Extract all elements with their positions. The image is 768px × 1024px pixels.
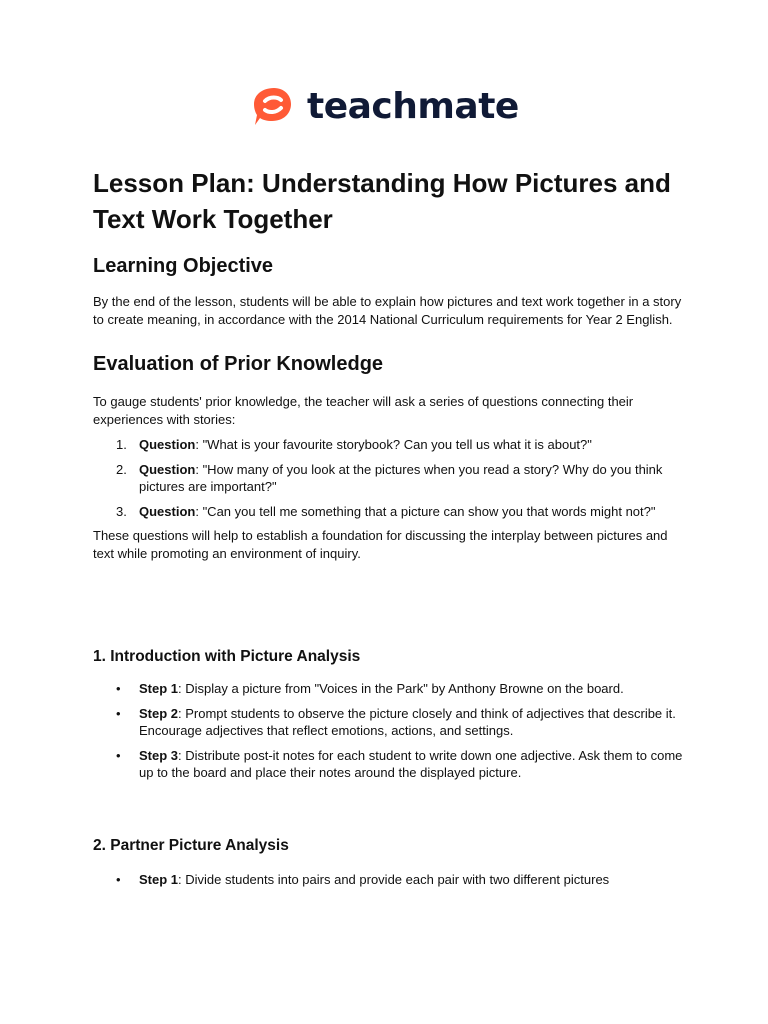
question-label: Question (139, 437, 196, 452)
step-label: Step 1 (139, 681, 179, 696)
bullet-icon: • (116, 748, 121, 763)
section-heading-introduction: 1. Introduction with Picture Analysis (93, 648, 361, 665)
step-text: : Distribute post-it notes for each student to write down one adjective. Ask them to come up to the board and place their notes around the displayed picture. (139, 748, 683, 780)
step-item (93, 705, 683, 739)
question-item (93, 461, 683, 495)
learning-objective-text: By the end of the lesson, students will be able to explain how pictures and text work together in a story to create meaning, in accordance with the 2014 National Curriculum requirements for Year 2 English. (93, 294, 682, 327)
step-item (93, 680, 683, 697)
bullet-icon: • (116, 872, 121, 887)
list-number: 3. (116, 504, 127, 519)
step-text: : Display a picture from "Voices in the Park" by Anthony Browne on the board. (178, 681, 624, 696)
question-text: : "What is your favourite storybook? Can you tell us what it is about?" (195, 437, 592, 452)
question-item (93, 436, 683, 453)
document-content (93, 165, 683, 896)
step-text: : Prompt students to observe the picture closely and think of adjectives that describe it. Encourage adjectives that reflect emotions, actions, and settings. (139, 706, 676, 738)
step-item (93, 871, 683, 888)
step-item (93, 747, 683, 781)
question-list (93, 436, 683, 520)
partner-steps (93, 871, 683, 888)
step-text: : Divide students into pairs and provide each pair with two different pictures (178, 872, 610, 887)
learning-objective-heading: Learning Objective (93, 255, 274, 277)
question-text: : "Can you tell me something that a picture can show you that words might not?" (195, 504, 656, 519)
step-label: Step 2 (139, 706, 179, 721)
prior-knowledge-intro: To gauge students' prior knowledge, the teacher will ask a series of questions connecting their experiences with stories: (93, 394, 634, 427)
question-text: : "How many of you look at the pictures when you read a story? Why do you think pictures are important?" (139, 462, 663, 494)
introduction-steps (93, 680, 683, 781)
question-label: Question (139, 504, 196, 519)
brand-name: teachmate (307, 86, 519, 127)
speech-bubble-logo-icon (253, 85, 293, 129)
question-label: Question (139, 462, 196, 477)
step-label: Step 1 (139, 872, 179, 887)
prior-knowledge-conclusion: These questions will help to establish a foundation for discussing the interplay between pictures and text while promoting an environment of inquiry. (93, 528, 668, 561)
step-label: Step 3 (139, 748, 179, 763)
list-number: 1. (116, 437, 127, 452)
list-number: 2. (116, 462, 127, 477)
bullet-icon: • (116, 681, 121, 696)
section-heading-partner: 2. Partner Picture Analysis (93, 837, 289, 854)
question-item (93, 503, 683, 520)
prior-knowledge-heading: Evaluation of Prior Knowledge (93, 353, 384, 375)
page-title: Lesson Plan: Understanding How Pictures and Text Work Together (93, 168, 671, 234)
bullet-icon: • (116, 706, 121, 721)
brand-logo (253, 84, 519, 130)
